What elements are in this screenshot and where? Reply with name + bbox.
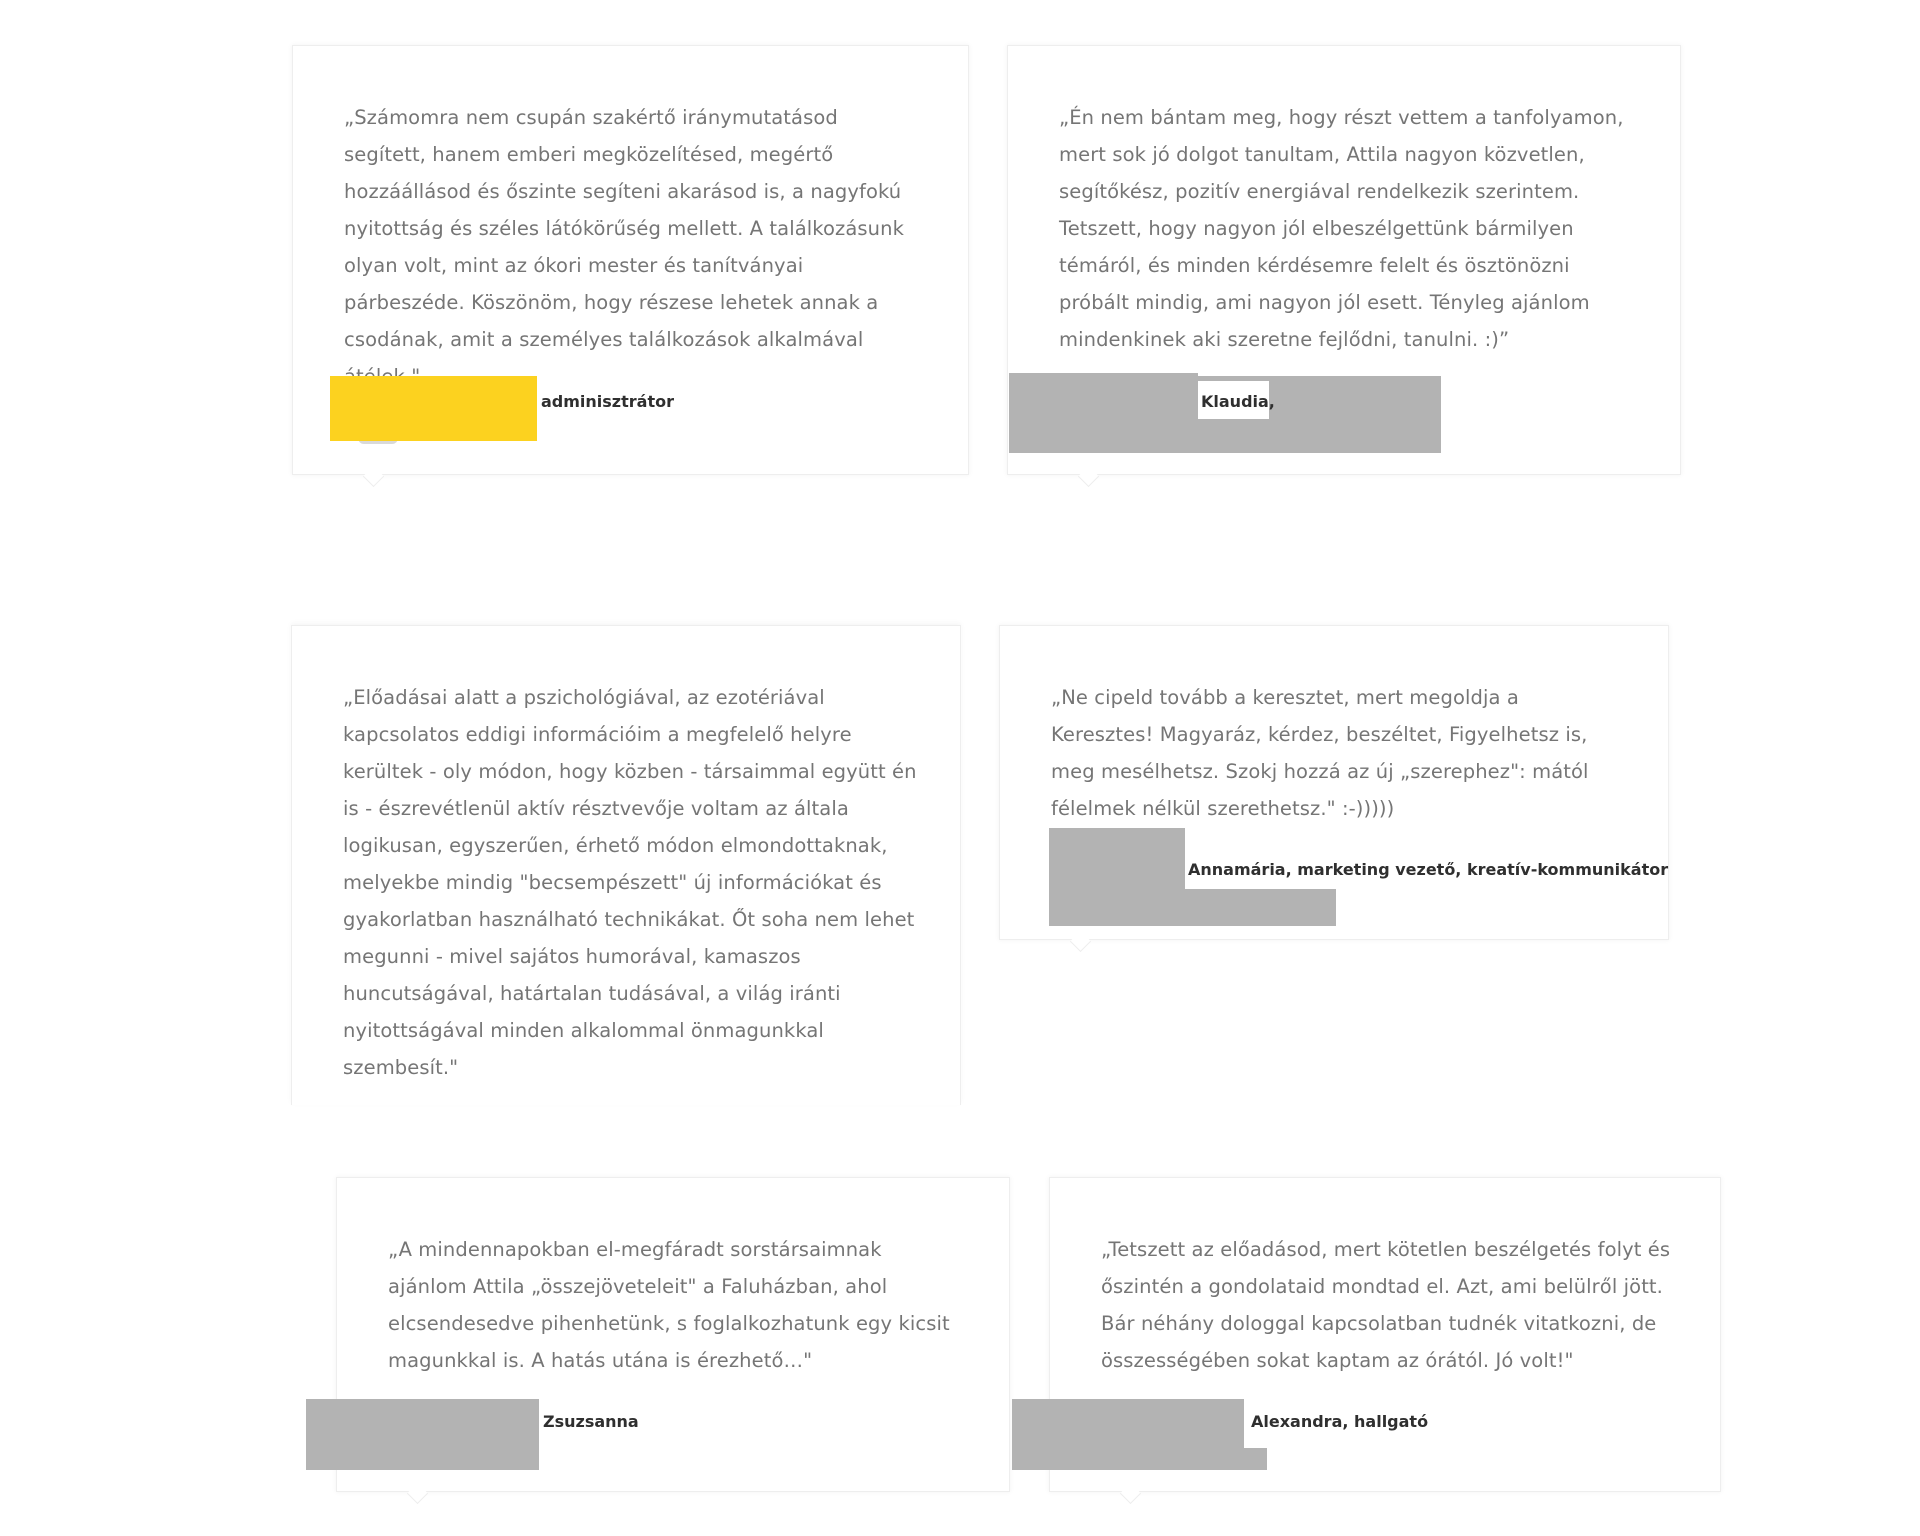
testimonial-quote: „Számomra nem csupán szakértő iránymutatásod segített, hanem emberi megközelítésed, megértő hozzáállásod és őszinte segíteni akarásod is, a nagyfokú nyitottság és széles látókörűség mellett. A találkozásunk olyan volt, mint az ókori mester és tanítványai párbeszéde. Köszönöm, hogy részese lehetek annak a csodának, amit a személyes találkozások alkalmával [344, 106, 904, 351]
testimonial-author: adminisztrátor [541, 392, 674, 411]
testimonial-author: Zsuzsanna [543, 1412, 639, 1431]
testimonial-quote: „Tetszett az előadásod, mert kötetlen beszélgetés folyt és őszintén a gondolataid mondtad el. Azt, ami belülről jött. Bár néhány dologgal kapcsolatban tudnék vitatkozni, de összességében sokat kaptam az órától. Jó volt!" [1101, 1238, 1671, 1372]
testimonial-quote: „Ne cipeld tovább a keresztet, mert megoldja a Keresztes! Magyaráz, kérdez, beszéltet, Figyelhetsz is, meg mesélhetsz. Szokj hozzá az új „szerephez": mától félelmek nélkül szerethetsz." :-))))) [1051, 686, 1589, 820]
testimonial-quote: „A mindennapokban el-megfáradt sorstársaimnak ajánlom Attila „összejöveteleit" a Faluházban, ahol elcsendesedve pihenhetünk, s foglalkozhatunk egy kicsit magunkkal is. A hatás utána is érezhető…" [388, 1238, 950, 1372]
redacted-avatar-block [330, 376, 537, 441]
testimonial-quote: „Előadásai alatt a pszichológiával, az ezotériával kapcsolatos eddigi információim a megfelelő helyre kerültek - oly módon, hogy közben - társaimmal együtt én is - észrevétlenül aktív résztvevője voltam az általa logikusan, egyszerűen, érhető módon elmondottaknak, melyekbe mindig "becsempészett" új információkat és gyakorlatban használható technikákat. Őt soha nem lehet megunni - mivel sajátos humorával, kamaszos huncutságával, határtalan tudásával, a világ iránti nyitottságával minden alkalommal önmagunkkal szembesít." [343, 686, 917, 1079]
redacted-avatar-block [1185, 889, 1336, 926]
testimonial-author: Klaudia, [1201, 392, 1275, 411]
redacted-avatar-block [1012, 1448, 1267, 1470]
redacted-avatar-block [1012, 1399, 1244, 1448]
testimonial-card [291, 625, 961, 1105]
redacted-avatar-block [306, 1399, 539, 1470]
redacted-avatar-block [1049, 828, 1185, 926]
testimonial-author: Alexandra, hallgató [1251, 1412, 1429, 1431]
testimonial-quote: „Én nem bántam meg, hogy részt vettem a tanfolyamon, mert sok jó dolgot tanultam, Attila nagyon közvetlen, segítőkész, pozitív energiával rendelkezik szerintem. Tetszett, hogy nagyon jól elbeszélgettünk bármilyen témáról, és minden kérdésemre felelt és ösztönözni próbált mindig, ami nagyon jól esett. Tényleg ajánlom mindenkinek aki szeretne fejlődni, tanulni. :)” [1059, 106, 1624, 351]
redacted-avatar-block [1009, 373, 1198, 453]
testimonial-author: Annamária, marketing vezető, kreatív-kommunikátor [1188, 860, 1669, 879]
